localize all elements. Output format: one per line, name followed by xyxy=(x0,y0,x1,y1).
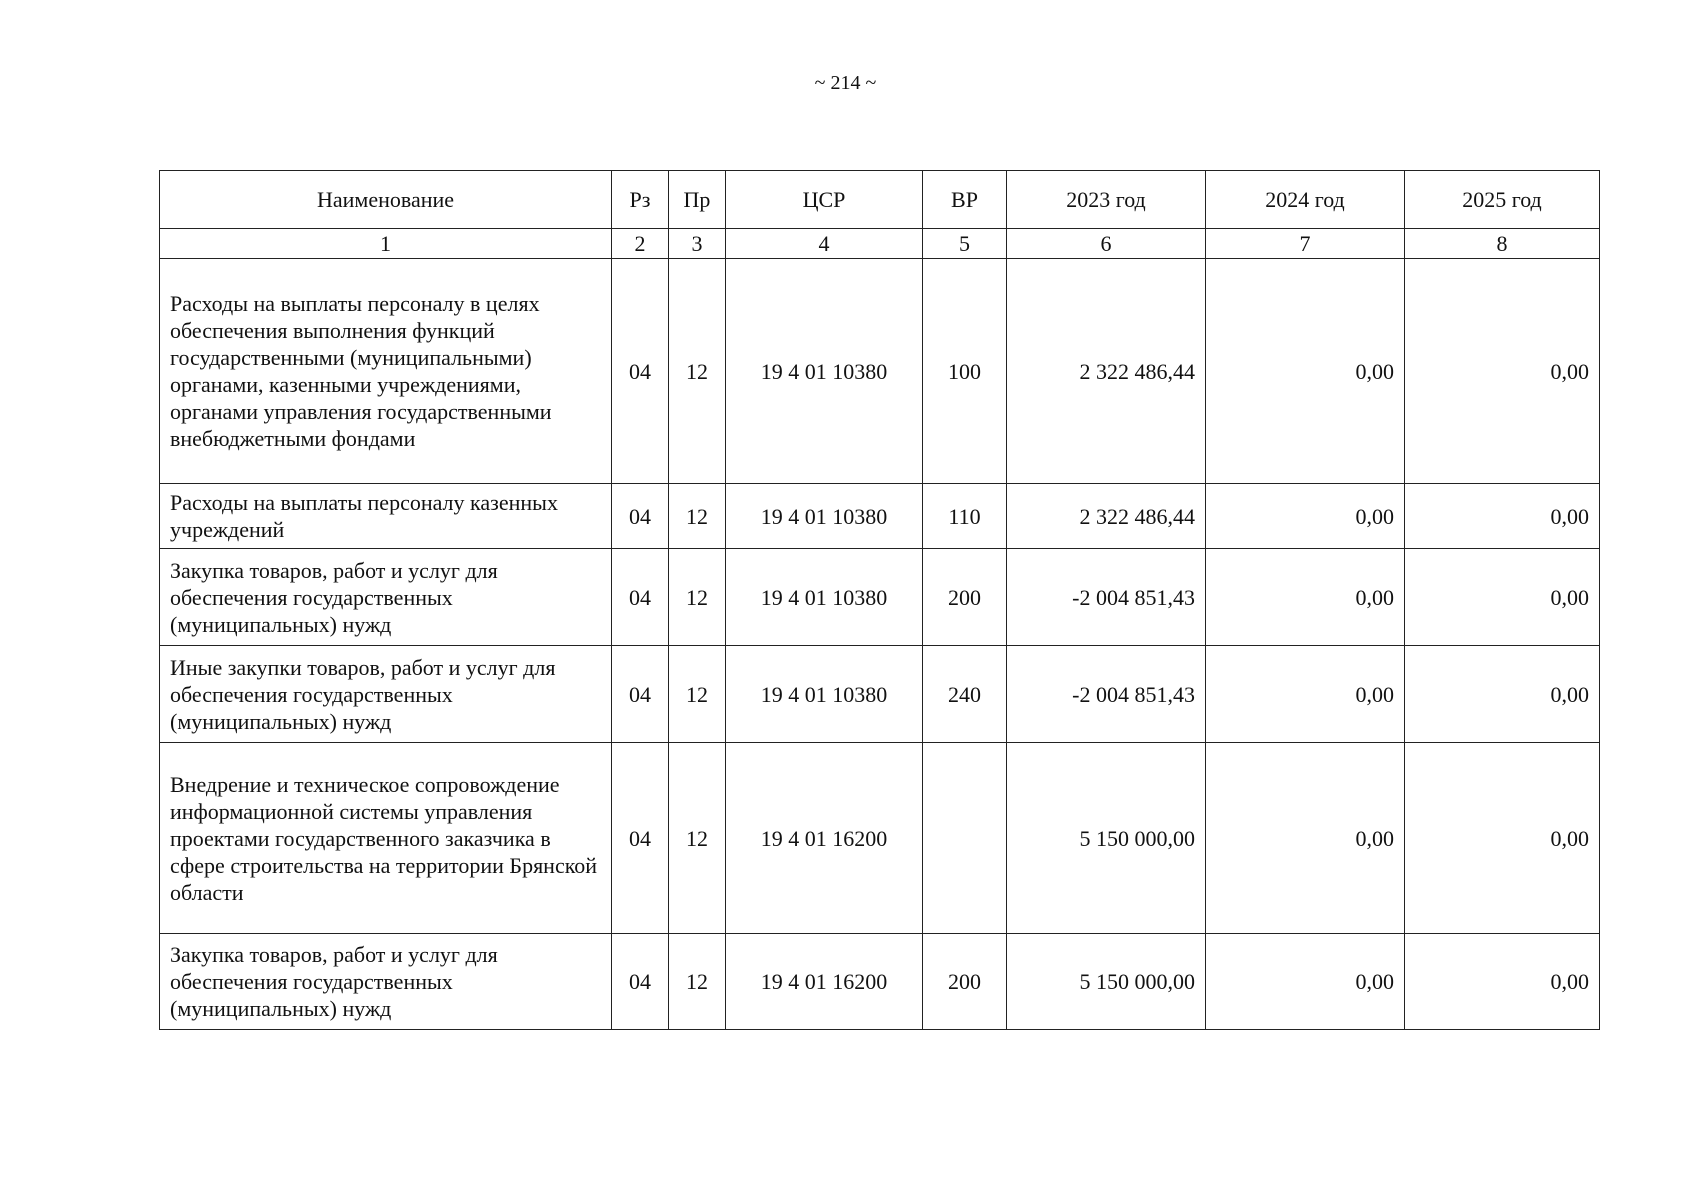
cell-rz: 04 xyxy=(612,259,669,484)
cell-csr: 19 4 01 10380 xyxy=(726,259,923,484)
cell-csr: 19 4 01 16200 xyxy=(726,934,923,1030)
cell-2023: -2 004 851,43 xyxy=(1007,646,1206,743)
column-number: 7 xyxy=(1206,229,1405,259)
cell-pr: 12 xyxy=(669,259,726,484)
column-number: 2 xyxy=(612,229,669,259)
cell-pr: 12 xyxy=(669,484,726,549)
cell-2024: 0,00 xyxy=(1206,934,1405,1030)
cell-vr: 100 xyxy=(923,259,1007,484)
cell-2024: 0,00 xyxy=(1206,259,1405,484)
table-row xyxy=(160,484,1600,549)
budget-table xyxy=(159,170,1600,1030)
cell-csr: 19 4 01 10380 xyxy=(726,646,923,743)
column-number: 6 xyxy=(1007,229,1206,259)
column-number: 4 xyxy=(726,229,923,259)
cell-2023: 5 150 000,00 xyxy=(1007,743,1206,934)
table-row xyxy=(160,259,1600,484)
cell-pr: 12 xyxy=(669,646,726,743)
column-number: 8 xyxy=(1405,229,1600,259)
cell-2025: 0,00 xyxy=(1405,646,1600,743)
cell-name: Закупка товаров, работ и услуг для обеспечения государственных (муниципальных) нужд xyxy=(160,934,612,1030)
table-row xyxy=(160,934,1600,1030)
header-csr: ЦСР xyxy=(726,171,923,229)
cell-2024: 0,00 xyxy=(1206,549,1405,646)
header-rz: Рз xyxy=(612,171,669,229)
cell-vr xyxy=(923,743,1007,934)
cell-pr: 12 xyxy=(669,743,726,934)
column-number: 1 xyxy=(160,229,612,259)
cell-2023: 2 322 486,44 xyxy=(1007,259,1206,484)
cell-rz: 04 xyxy=(612,484,669,549)
header-year-2024: 2024 год xyxy=(1206,171,1405,229)
header-year-2023: 2023 год xyxy=(1007,171,1206,229)
column-number-row xyxy=(160,229,1600,259)
cell-2023: 5 150 000,00 xyxy=(1007,934,1206,1030)
cell-2025: 0,00 xyxy=(1405,259,1600,484)
cell-name: Закупка товаров, работ и услуг для обеспечения государственных (муниципальных) нужд xyxy=(160,549,612,646)
cell-2025: 0,00 xyxy=(1405,743,1600,934)
cell-csr: 19 4 01 10380 xyxy=(726,549,923,646)
header-name: Наименование xyxy=(160,171,612,229)
table-row xyxy=(160,646,1600,743)
cell-pr: 12 xyxy=(669,549,726,646)
cell-vr: 110 xyxy=(923,484,1007,549)
cell-2025: 0,00 xyxy=(1405,484,1600,549)
table-row xyxy=(160,549,1600,646)
table-body xyxy=(160,259,1600,1030)
cell-name: Расходы на выплаты персоналу казенных учреждений xyxy=(160,484,612,549)
cell-2023: 2 322 486,44 xyxy=(1007,484,1206,549)
cell-2024: 0,00 xyxy=(1206,646,1405,743)
cell-rz: 04 xyxy=(612,549,669,646)
cell-name: Иные закупки товаров, работ и услуг для обеспечения государственных (муниципальных) нужд xyxy=(160,646,612,743)
cell-vr: 240 xyxy=(923,646,1007,743)
cell-2024: 0,00 xyxy=(1206,743,1405,934)
column-number: 5 xyxy=(923,229,1007,259)
table-row xyxy=(160,743,1600,934)
header-pr: Пр xyxy=(669,171,726,229)
cell-csr: 19 4 01 10380 xyxy=(726,484,923,549)
page-number: ~ 214 ~ xyxy=(814,72,877,94)
cell-rz: 04 xyxy=(612,934,669,1030)
cell-name: Внедрение и техническое сопровождение информационной системы управления проектами государственного заказчика в сфере строительства на территории Брянской области xyxy=(160,743,612,934)
cell-vr: 200 xyxy=(923,549,1007,646)
header-vr: ВР xyxy=(923,171,1007,229)
cell-2025: 0,00 xyxy=(1405,934,1600,1030)
cell-2023: -2 004 851,43 xyxy=(1007,549,1206,646)
cell-vr: 200 xyxy=(923,934,1007,1030)
table-header xyxy=(160,171,1600,259)
cell-2024: 0,00 xyxy=(1206,484,1405,549)
cell-rz: 04 xyxy=(612,743,669,934)
header-year-2025: 2025 год xyxy=(1405,171,1600,229)
header-row xyxy=(160,171,1600,229)
column-number: 3 xyxy=(669,229,726,259)
cell-rz: 04 xyxy=(612,646,669,743)
cell-2025: 0,00 xyxy=(1405,549,1600,646)
cell-csr: 19 4 01 16200 xyxy=(726,743,923,934)
cell-name: Расходы на выплаты персоналу в целях обеспечения выполнения функций государственными (муниципальными) органами, казенными учреждениями, органами управления государственными внебюджетными фондами xyxy=(160,259,612,484)
cell-pr: 12 xyxy=(669,934,726,1030)
